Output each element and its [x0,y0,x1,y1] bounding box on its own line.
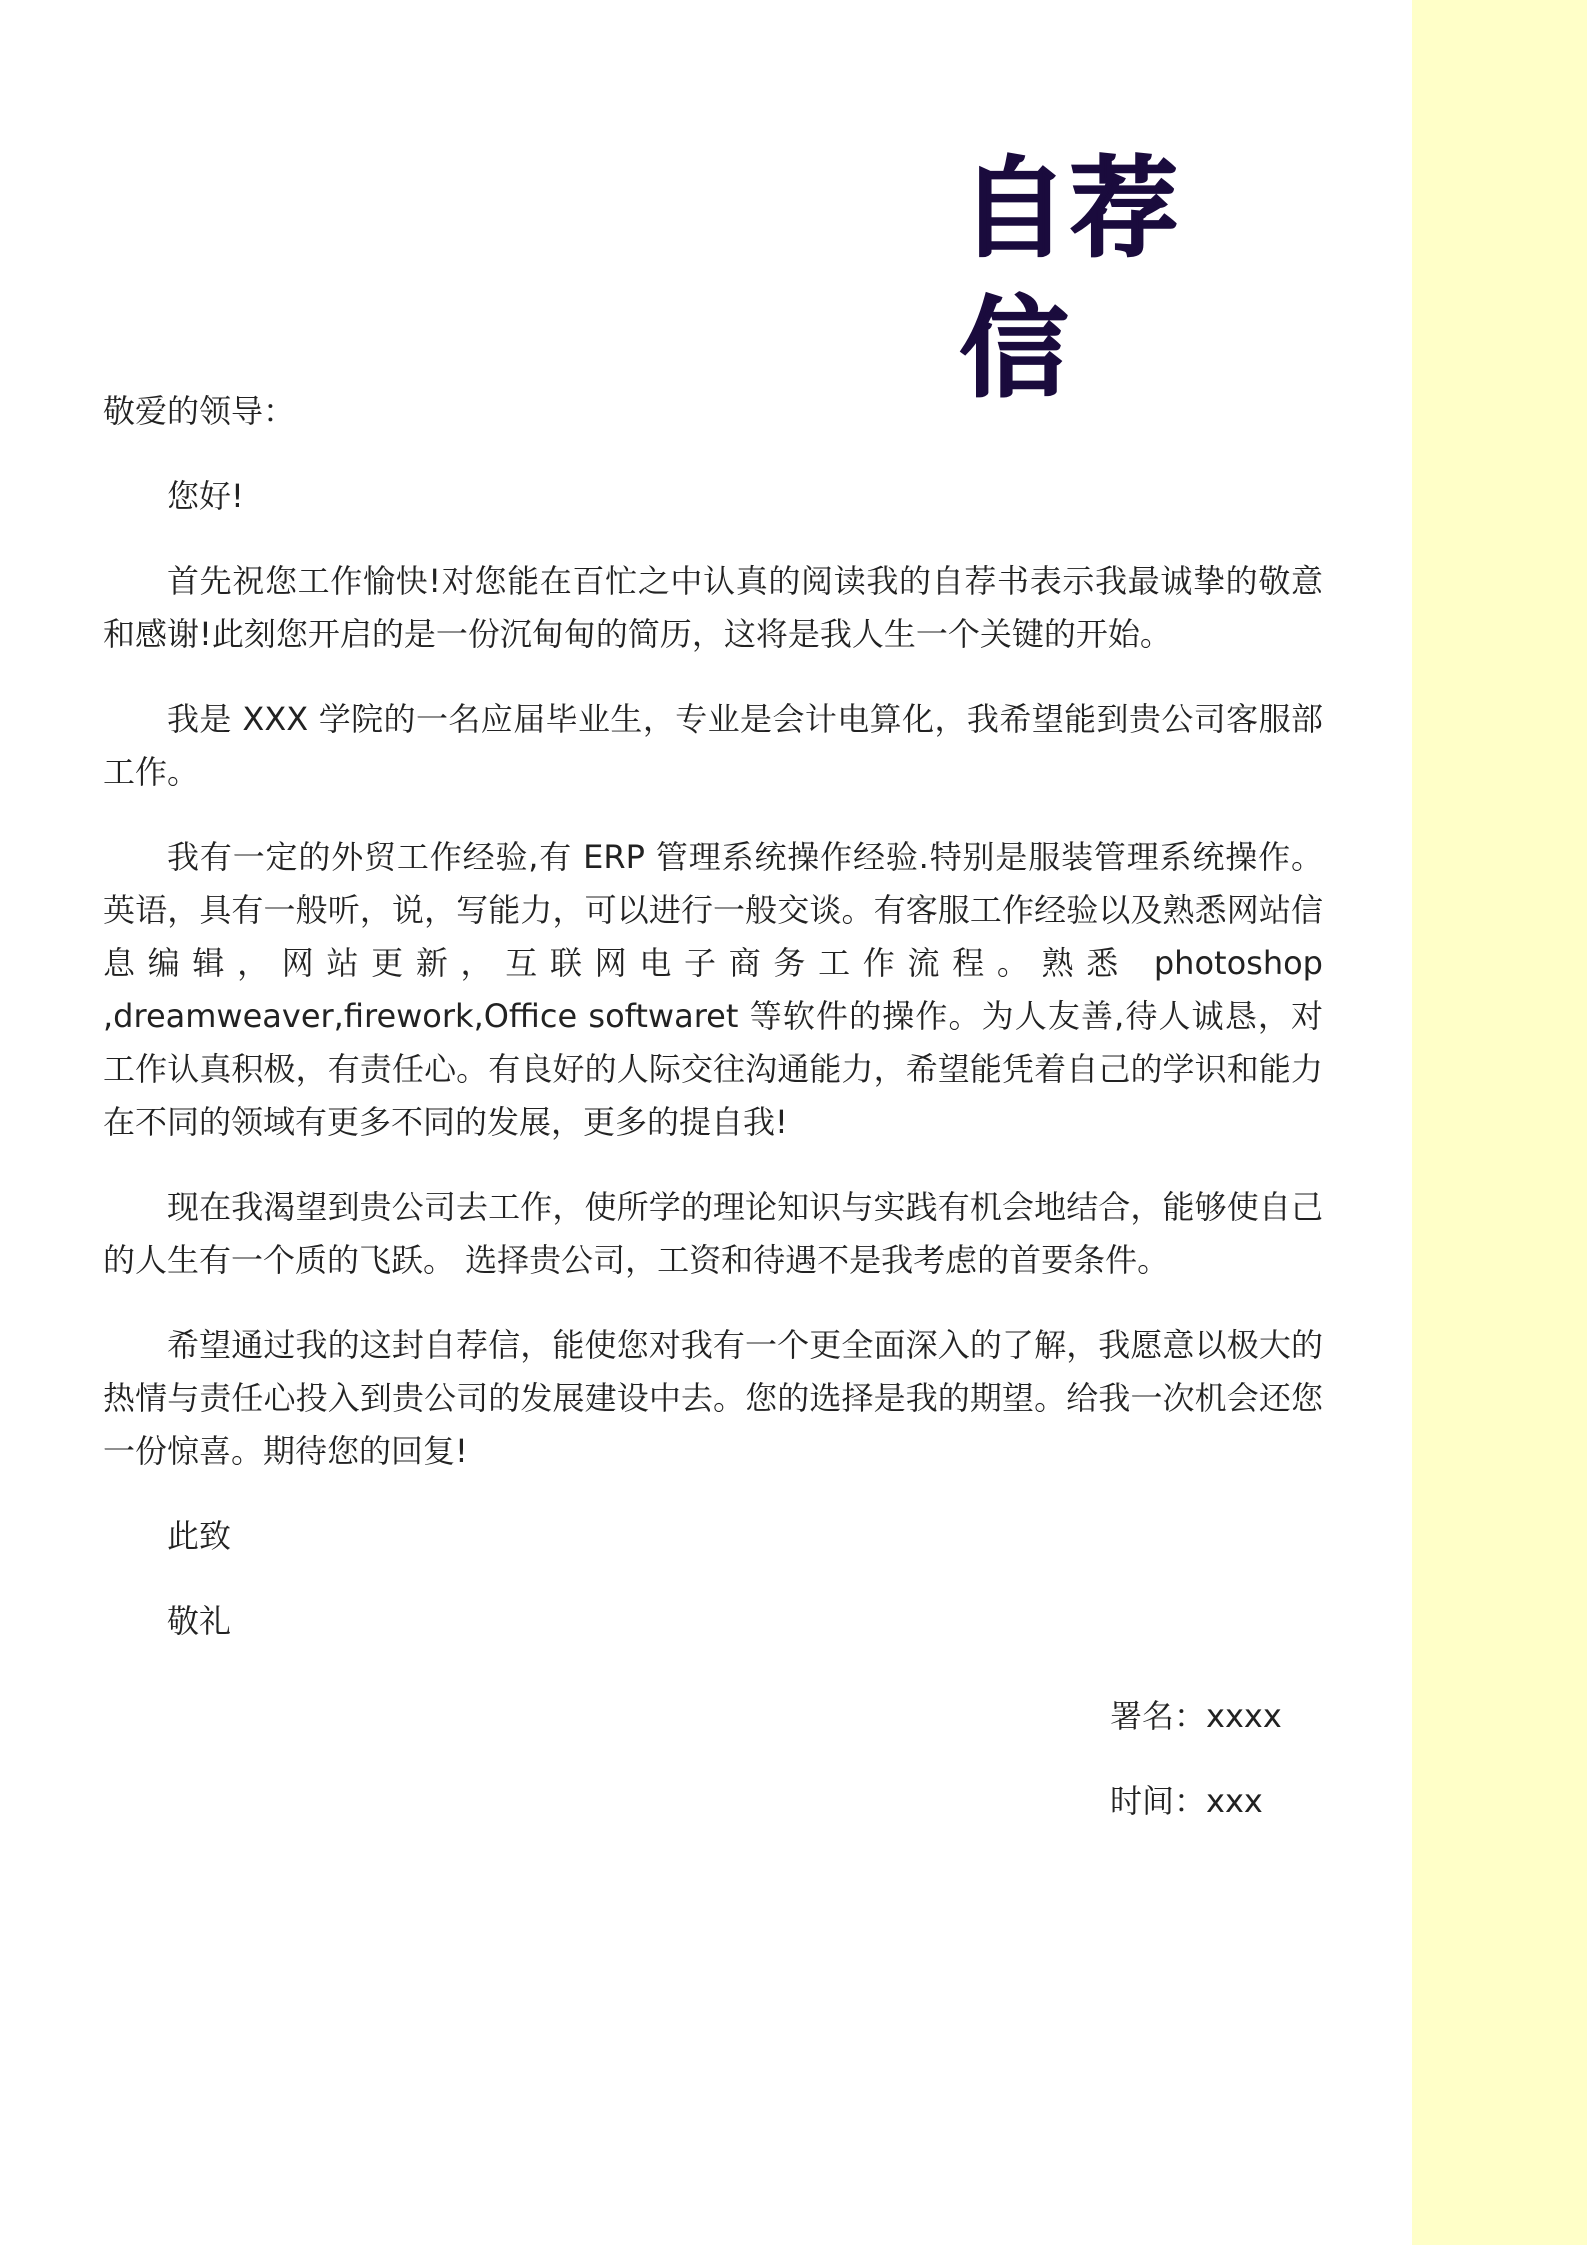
paragraph-1: 首先祝您工作愉快!对您能在百忙之中认真的阅读我的自荐书表示我最诚挚的敬意和感谢!此刻您开启的是一份沉甸甸的简历，这将是我人生一个关键的开始。 [103,562,1323,653]
letter-title: 自荐信 [960,147,1181,412]
paragraph-3: 我有一定的外贸工作经验,有 ERP 管理系统操作经验.特别是服装管理系统操作。英语，具有一般听，说，写能力，可以进行一般交谈。有客服工作经验以及熟悉网站信息编辑，网站更新，互联网电子商务工作流程。熟悉 photoshop ,dreamweaver,firework,Office softwaret 等软件的操作。为人友善,待人诚恳，对工作认真积极，有责任心。有良好的人际交往沟通能力，希望能凭着自己的学识和能力在不同的领域有更多不同的发展，更多的提自我! [103,838,1323,1141]
signature: 署名：xxxx [1110,1697,1282,1735]
closing-line-1: 此致 [167,1517,232,1555]
paragraph-4: 现在我渴望到贵公司去工作，使所学的理论知识与实践有机会地结合，能够使自己的人生有一个质的飞跃。 选择贵公司，工资和待遇不是我考虑的首要条件。 [103,1188,1323,1279]
salutation: 敬爱的领导： [103,392,296,430]
side-decoration-strip [1412,0,1587,2245]
paragraph-5: 希望通过我的这封自荐信，能使您对我有一个更全面深入的了解，我愿意以极大的热情与责任心投入到贵公司的发展建设中去。您的选择是我的期望。给我一次机会还您一份惊喜。期待您的回复! [103,1326,1323,1470]
greeting: 您好! [167,477,244,515]
date: 时间：xxx [1110,1782,1263,1820]
letter-body [103,385,1323,1680]
closing-line-2: 敬礼 [167,1602,232,1640]
paragraph-2: 我是 XXX 学院的一名应届毕业生，专业是会计电算化，我希望能到贵公司客服部工作。 [103,700,1323,791]
